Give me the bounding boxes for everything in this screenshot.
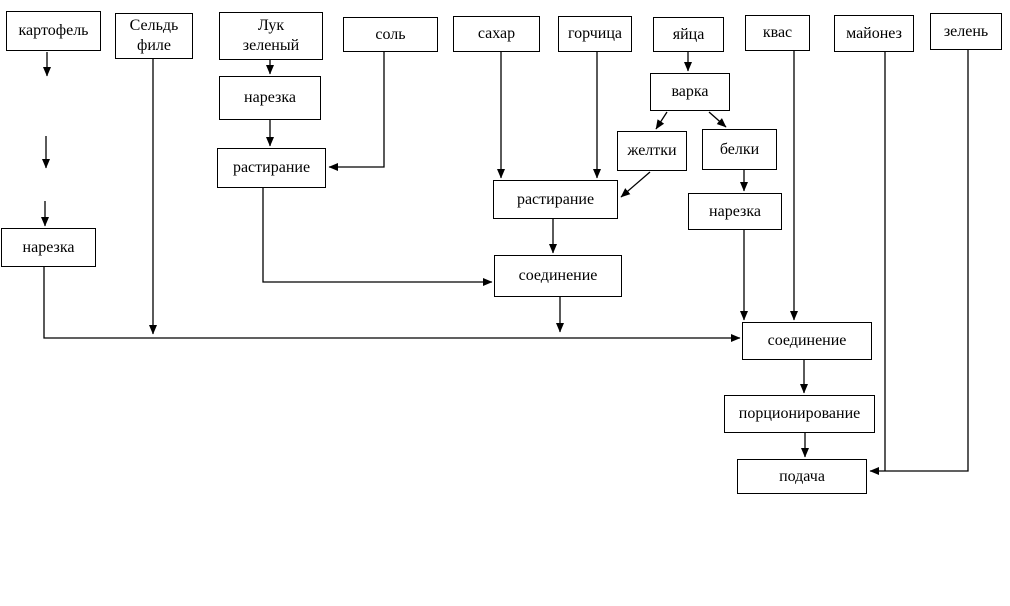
node-label: соединение: [518, 267, 598, 285]
node-varka: [650, 73, 730, 111]
node-label: майонез: [846, 24, 902, 42]
edge-narezka-kartofel-to-soedinenie-2: [44, 267, 740, 338]
node-label: нарезка: [709, 202, 761, 220]
node-porcionirovanie: [724, 395, 875, 433]
node-narezka-luk: [219, 76, 321, 120]
node-label: квас: [762, 24, 793, 42]
node-label: растирание: [516, 190, 595, 208]
node-narezka-belki: [688, 193, 782, 230]
node-yajca: [653, 17, 724, 52]
node-label: Сельдь: [129, 17, 179, 35]
node-label: зелень: [943, 22, 989, 40]
node-label: нарезка: [244, 89, 296, 107]
node-label: зеленый: [242, 37, 300, 54]
node-podacha: [737, 459, 867, 494]
node-belki: [702, 129, 777, 170]
node-label: сахар: [477, 25, 516, 43]
node-luk-zeleny: [219, 12, 323, 60]
node-majonez: [834, 15, 914, 52]
node-label: желтки: [627, 142, 677, 160]
node-label: растирание: [232, 159, 311, 177]
edge-varka-to-belki: [709, 112, 726, 127]
edge-sol-to-rastiranie-luk: [329, 52, 384, 167]
node-label: соль: [375, 25, 406, 43]
node-label: варка: [671, 83, 709, 101]
node-label: подача: [779, 467, 825, 485]
node-label: порционирование: [738, 405, 861, 423]
node-label: картофель: [18, 22, 89, 40]
node-zelen: [930, 13, 1002, 50]
node-soedinenie-1: [494, 255, 622, 297]
edge-zheltki-to-rastiranie-2: [621, 172, 650, 197]
node-kartofel: [6, 11, 101, 51]
node-sol: [343, 17, 438, 52]
node-label: горчица: [567, 25, 623, 43]
node-zheltki: [617, 131, 687, 171]
node-label: белки: [719, 140, 760, 158]
node-rastiranie-luk: [217, 148, 326, 188]
node-rastiranie-2: [493, 180, 618, 219]
node-gorchica: [558, 16, 632, 52]
node-seld-file: [115, 13, 193, 59]
node-kvas: [745, 15, 810, 51]
node-label: Лук: [257, 17, 285, 35]
node-soedinenie-2: [742, 322, 872, 360]
node-label: соединение: [767, 332, 847, 350]
node-label: филе: [136, 37, 171, 54]
node-sahar: [453, 16, 540, 52]
node-label: яйца: [672, 25, 705, 43]
edge-rastiranie-luk-to-soedinenie-1: [263, 188, 492, 282]
node-narezka-kartofel: [1, 228, 96, 267]
edge-varka-to-zheltki: [656, 112, 667, 129]
node-label: нарезка: [22, 238, 75, 256]
